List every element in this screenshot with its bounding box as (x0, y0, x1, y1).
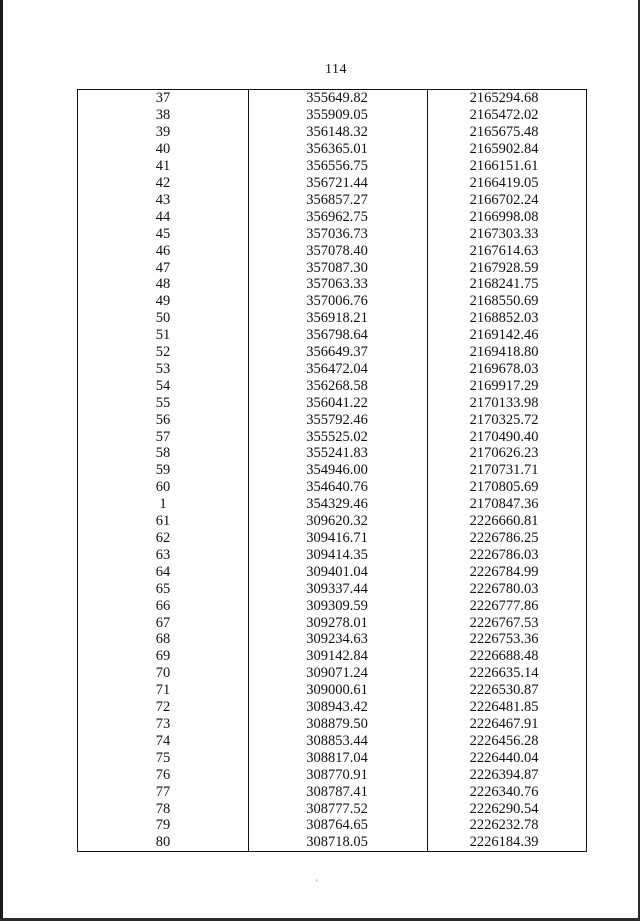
x-coordinate-cell: 309234.63 (249, 631, 428, 648)
table-row (78, 597, 587, 614)
x-coordinate-cell: 357087.30 (249, 259, 428, 276)
x-coordinate-cell: 357063.33 (249, 276, 428, 293)
x-coordinate-cell: 309000.61 (249, 682, 428, 699)
point-number-cell: 46 (78, 242, 249, 259)
table-row (78, 141, 587, 158)
point-number-cell: 68 (78, 631, 249, 648)
point-number-cell: 62 (78, 530, 249, 547)
table-row (78, 428, 587, 445)
table-row (78, 682, 587, 699)
table-row (78, 479, 587, 496)
table-row (78, 377, 587, 394)
point-number-cell: 50 (78, 310, 249, 327)
y-coordinate-cell: 2167928.59 (428, 259, 587, 276)
point-number-cell: 37 (78, 90, 249, 107)
y-coordinate-cell: 2226232.78 (428, 817, 587, 834)
table-row (78, 783, 587, 800)
y-coordinate-cell: 2226530.87 (428, 682, 587, 699)
y-coordinate-cell: 2226767.53 (428, 614, 587, 631)
y-coordinate-cell: 2226753.36 (428, 631, 587, 648)
x-coordinate-cell: 356962.75 (249, 208, 428, 225)
x-coordinate-cell: 309401.04 (249, 563, 428, 580)
x-coordinate-cell: 309337.44 (249, 580, 428, 597)
table-row (78, 614, 587, 631)
x-coordinate-cell: 356041.22 (249, 394, 428, 411)
table-row (78, 462, 587, 479)
y-coordinate-cell: 2226290.54 (428, 800, 587, 817)
point-number-cell: 73 (78, 716, 249, 733)
x-coordinate-cell: 309620.32 (249, 513, 428, 530)
x-coordinate-cell: 308817.04 (249, 749, 428, 766)
table-row (78, 445, 587, 462)
point-number-cell: 44 (78, 208, 249, 225)
point-number-cell: 80 (78, 834, 249, 851)
y-coordinate-cell: 2226780.03 (428, 580, 587, 597)
x-coordinate-cell: 309309.59 (249, 597, 428, 614)
y-coordinate-cell: 2226481.85 (428, 699, 587, 716)
point-number-cell: 75 (78, 749, 249, 766)
point-number-cell: 58 (78, 445, 249, 462)
y-coordinate-cell: 2226688.48 (428, 648, 587, 665)
point-number-cell: 63 (78, 546, 249, 563)
table-row (78, 732, 587, 749)
table-row (78, 124, 587, 141)
point-number-cell: 40 (78, 141, 249, 158)
point-number-cell: 55 (78, 394, 249, 411)
point-number-cell: 74 (78, 732, 249, 749)
table-row (78, 394, 587, 411)
y-coordinate-cell: 2170847.36 (428, 496, 587, 513)
table-row (78, 800, 587, 817)
table-row (78, 411, 587, 428)
x-coordinate-cell: 356268.58 (249, 377, 428, 394)
x-coordinate-cell: 309416.71 (249, 530, 428, 547)
coordinates-table-body (78, 90, 587, 852)
x-coordinate-cell: 355909.05 (249, 107, 428, 124)
y-coordinate-cell: 2166151.61 (428, 158, 587, 175)
y-coordinate-cell: 2166419.05 (428, 175, 587, 192)
x-coordinate-cell: 356857.27 (249, 191, 428, 208)
y-coordinate-cell: 2165472.02 (428, 107, 587, 124)
table-row (78, 158, 587, 175)
table-row (78, 361, 587, 378)
table-row (78, 749, 587, 766)
table-row (78, 310, 587, 327)
table-row (78, 107, 587, 124)
y-coordinate-cell: 2226786.03 (428, 546, 587, 563)
x-coordinate-cell: 309278.01 (249, 614, 428, 631)
point-number-cell: 76 (78, 766, 249, 783)
table-row (78, 648, 587, 665)
y-coordinate-cell: 2168241.75 (428, 276, 587, 293)
y-coordinate-cell: 2226467.91 (428, 716, 587, 733)
y-coordinate-cell: 2165902.84 (428, 141, 587, 158)
table-row (78, 530, 587, 547)
point-number-cell: 45 (78, 225, 249, 242)
table-row (78, 276, 587, 293)
x-coordinate-cell: 356556.75 (249, 158, 428, 175)
x-coordinate-cell: 356148.32 (249, 124, 428, 141)
x-coordinate-cell: 357078.40 (249, 242, 428, 259)
table-row (78, 563, 587, 580)
y-coordinate-cell: 2166702.24 (428, 191, 587, 208)
point-number-cell: 54 (78, 377, 249, 394)
y-coordinate-cell: 2165294.68 (428, 90, 587, 107)
y-coordinate-cell: 2170133.98 (428, 394, 587, 411)
point-number-cell: 65 (78, 580, 249, 597)
x-coordinate-cell: 356472.04 (249, 361, 428, 378)
x-coordinate-cell: 308777.52 (249, 800, 428, 817)
x-coordinate-cell: 309071.24 (249, 665, 428, 682)
y-coordinate-cell: 2166998.08 (428, 208, 587, 225)
x-coordinate-cell: 308853.44 (249, 732, 428, 749)
point-number-cell: 70 (78, 665, 249, 682)
table-row (78, 327, 587, 344)
point-number-cell: 52 (78, 344, 249, 361)
point-number-cell: 72 (78, 699, 249, 716)
x-coordinate-cell: 355792.46 (249, 411, 428, 428)
point-number-cell: 51 (78, 327, 249, 344)
y-coordinate-cell: 2170805.69 (428, 479, 587, 496)
table-row (78, 259, 587, 276)
point-number-cell: 53 (78, 361, 249, 378)
table-row (78, 546, 587, 563)
page-number: 114 (325, 62, 347, 77)
point-number-cell: 69 (78, 648, 249, 665)
y-coordinate-cell: 2170325.72 (428, 411, 587, 428)
x-coordinate-cell: 356649.37 (249, 344, 428, 361)
y-coordinate-cell: 2226777.86 (428, 597, 587, 614)
table-row (78, 90, 587, 107)
y-coordinate-cell: 2169917.29 (428, 377, 587, 394)
y-coordinate-cell: 2167303.33 (428, 225, 587, 242)
y-coordinate-cell: 2226456.28 (428, 732, 587, 749)
point-number-cell: 48 (78, 276, 249, 293)
point-number-cell: 56 (78, 411, 249, 428)
table-row (78, 716, 587, 733)
x-coordinate-cell: 357036.73 (249, 225, 428, 242)
point-number-cell: 77 (78, 783, 249, 800)
x-coordinate-cell: 355525.02 (249, 428, 428, 445)
x-coordinate-cell: 354946.00 (249, 462, 428, 479)
point-number-cell: 49 (78, 293, 249, 310)
x-coordinate-cell: 308879.50 (249, 716, 428, 733)
y-coordinate-cell: 2226784.99 (428, 563, 587, 580)
point-number-cell: 66 (78, 597, 249, 614)
y-coordinate-cell: 2226184.39 (428, 834, 587, 851)
x-coordinate-cell: 355241.83 (249, 445, 428, 462)
y-coordinate-cell: 2167614.63 (428, 242, 587, 259)
point-number-cell: 38 (78, 107, 249, 124)
point-number-cell: 59 (78, 462, 249, 479)
point-number-cell: 42 (78, 175, 249, 192)
table-row (78, 242, 587, 259)
y-coordinate-cell: 2170731.71 (428, 462, 587, 479)
point-number-cell: 47 (78, 259, 249, 276)
point-number-cell: 43 (78, 191, 249, 208)
table-row (78, 175, 587, 192)
table-row (78, 580, 587, 597)
y-coordinate-cell: 2169418.80 (428, 344, 587, 361)
y-coordinate-cell: 2168550.69 (428, 293, 587, 310)
table-row (78, 665, 587, 682)
point-number-cell: 41 (78, 158, 249, 175)
y-coordinate-cell: 2169142.46 (428, 327, 587, 344)
x-coordinate-cell: 356721.44 (249, 175, 428, 192)
x-coordinate-cell: 308764.65 (249, 817, 428, 834)
table-row (78, 293, 587, 310)
table-row (78, 631, 587, 648)
table-row (78, 496, 587, 513)
y-coordinate-cell: 2168852.03 (428, 310, 587, 327)
y-coordinate-cell: 2226786.25 (428, 530, 587, 547)
table-row (78, 344, 587, 361)
x-coordinate-cell: 356365.01 (249, 141, 428, 158)
x-coordinate-cell: 309414.35 (249, 546, 428, 563)
table-row (78, 834, 587, 851)
table-row (78, 191, 587, 208)
y-coordinate-cell: 2226394.87 (428, 766, 587, 783)
table-row (78, 766, 587, 783)
point-number-cell: 57 (78, 428, 249, 445)
y-coordinate-cell: 2226660.81 (428, 513, 587, 530)
table-row (78, 208, 587, 225)
x-coordinate-cell: 308770.91 (249, 766, 428, 783)
x-coordinate-cell: 308943.42 (249, 699, 428, 716)
point-number-cell: 60 (78, 479, 249, 496)
scan-edge-left (0, 0, 3, 921)
y-coordinate-cell: 2169678.03 (428, 361, 587, 378)
x-coordinate-cell: 354329.46 (249, 496, 428, 513)
point-number-cell: 78 (78, 800, 249, 817)
point-number-cell: 1 (78, 496, 249, 513)
y-coordinate-cell: 2226340.76 (428, 783, 587, 800)
y-coordinate-cell: 2226635.14 (428, 665, 587, 682)
table-row (78, 817, 587, 834)
x-coordinate-cell: 356918.21 (249, 310, 428, 327)
x-coordinate-cell: 357006.76 (249, 293, 428, 310)
y-coordinate-cell: 2170626.23 (428, 445, 587, 462)
x-coordinate-cell: 356798.64 (249, 327, 428, 344)
scan-speck: ' (316, 878, 318, 888)
x-coordinate-cell: 308787.41 (249, 783, 428, 800)
table-row (78, 513, 587, 530)
x-coordinate-cell: 309142.84 (249, 648, 428, 665)
y-coordinate-cell: 2226440.04 (428, 749, 587, 766)
x-coordinate-cell: 355649.82 (249, 90, 428, 107)
point-number-cell: 64 (78, 563, 249, 580)
x-coordinate-cell: 308718.05 (249, 834, 428, 851)
table-row (78, 225, 587, 242)
coordinates-table (77, 89, 587, 852)
point-number-cell: 39 (78, 124, 249, 141)
y-coordinate-cell: 2170490.40 (428, 428, 587, 445)
point-number-cell: 79 (78, 817, 249, 834)
point-number-cell: 67 (78, 614, 249, 631)
point-number-cell: 61 (78, 513, 249, 530)
point-number-cell: 71 (78, 682, 249, 699)
x-coordinate-cell: 354640.76 (249, 479, 428, 496)
table-row (78, 699, 587, 716)
y-coordinate-cell: 2165675.48 (428, 124, 587, 141)
